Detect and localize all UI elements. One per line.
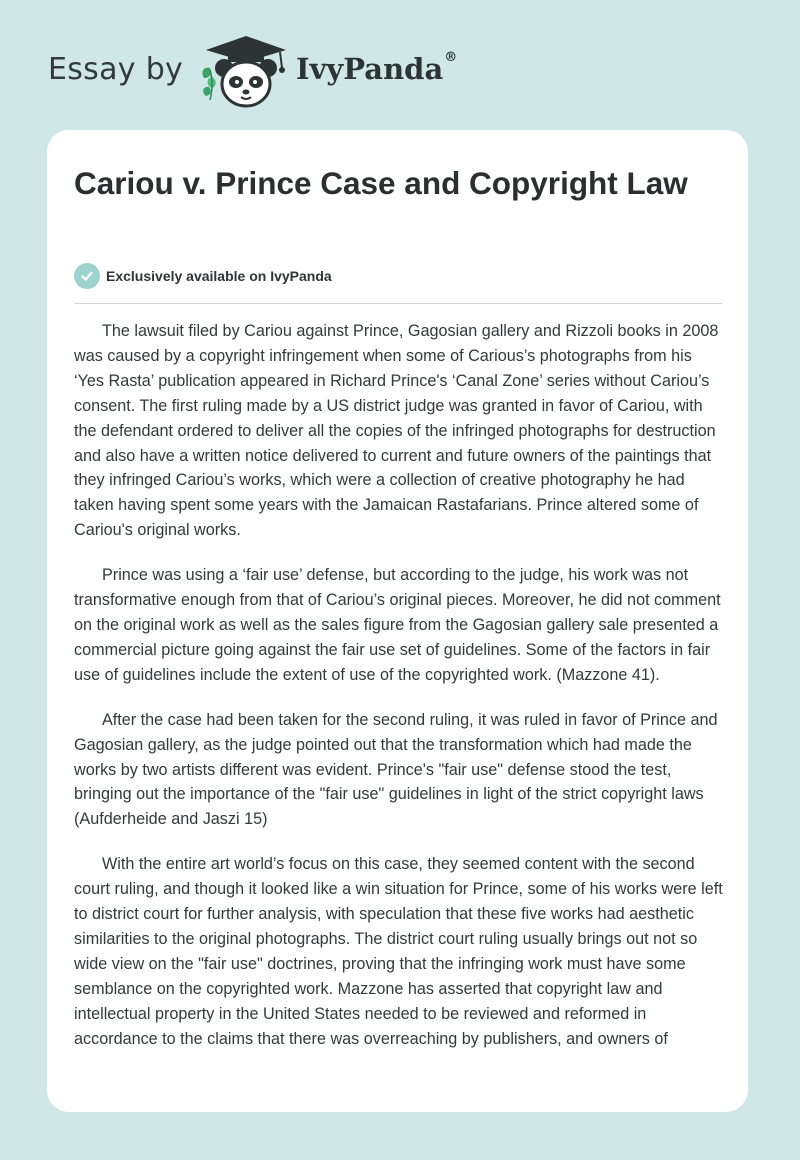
site-header bbox=[0, 0, 800, 130]
divider bbox=[74, 303, 722, 304]
checkmark-icon bbox=[74, 263, 100, 289]
panda-graduate-icon[interactable] bbox=[198, 34, 294, 110]
brand-prefix: Essay by bbox=[48, 52, 184, 87]
exclusive-badge bbox=[74, 263, 332, 289]
paragraph: With the entire art world’s focus on this case, they seemed content with the second court ruling, and though it looked like a win situation for Prince, some of his works were left to district court for further analysis, with speculation that these five works had aesthetic similarities to the original photographs. The district court ruling usually brings out not so wide view on the "fair use" doctrines, proving that the infringing work must have some semblance on the copyrighted work. Mazzone has asserted that copyright law and intellectual property in the United States needed to be reviewed and reformed in accordance to the claims that there was overreaching by publishers, and owners of bbox=[74, 855, 723, 1048]
badge-label: Exclusively available on IvyPanda bbox=[106, 268, 332, 284]
essay-body bbox=[74, 319, 726, 1071]
essay-card bbox=[47, 130, 748, 1112]
paragraph: Prince was using a ‘fair use’ defense, but according to the judge, his work was not transformative enough from that of Cariou’s original pieces. Moreover, he did not comment on the original work as well as the sales figure from the Gagosian gallery sale presented a commercial picture going against the fair use set of guidelines. Some of the factors in fair use of guidelines include the extent of use of the copyrighted work. (Mazzone 41). bbox=[74, 566, 721, 684]
paragraph: The lawsuit filed by Cariou against Prince, Gagosian gallery and Rizzoli books in 2008 was caused by a copyright infringement when some of Carious’s photographs from his ‘Yes Rasta’ publication appeared in Richard Prince's ‘Canal Zone’ series without Cariou’s consent. The first ruling made by a US district judge was granted in favor of Cariou, with the defendant ordered to deliver all the copies of the infringed photographs for destruction and also have a written notice delivered to current and future owners of the paintings that they infringed Cariou’s works, which were a collection of creative photography he had taken having spent some years with the Jamaican Rastafarians. Prince altered some of Cariou's original works. bbox=[74, 322, 719, 540]
registered-mark: ® bbox=[444, 50, 458, 65]
paragraph: After the case had been taken for the second ruling, it was ruled in favor of Prince and Gagosian gallery, as the judge pointed out that the transformation which had made the works by two artists different was evident. Prince's "fair use" defense stood the test, bringing out the importance of the "fair use" guidelines in light of the strict copyright laws (Aufderheide and Jaszi 15) bbox=[74, 710, 718, 829]
page-title: Cariou v. Prince Case and Copyright Law bbox=[74, 165, 688, 201]
brand-name[interactable]: IvyPanda® bbox=[296, 50, 458, 86]
